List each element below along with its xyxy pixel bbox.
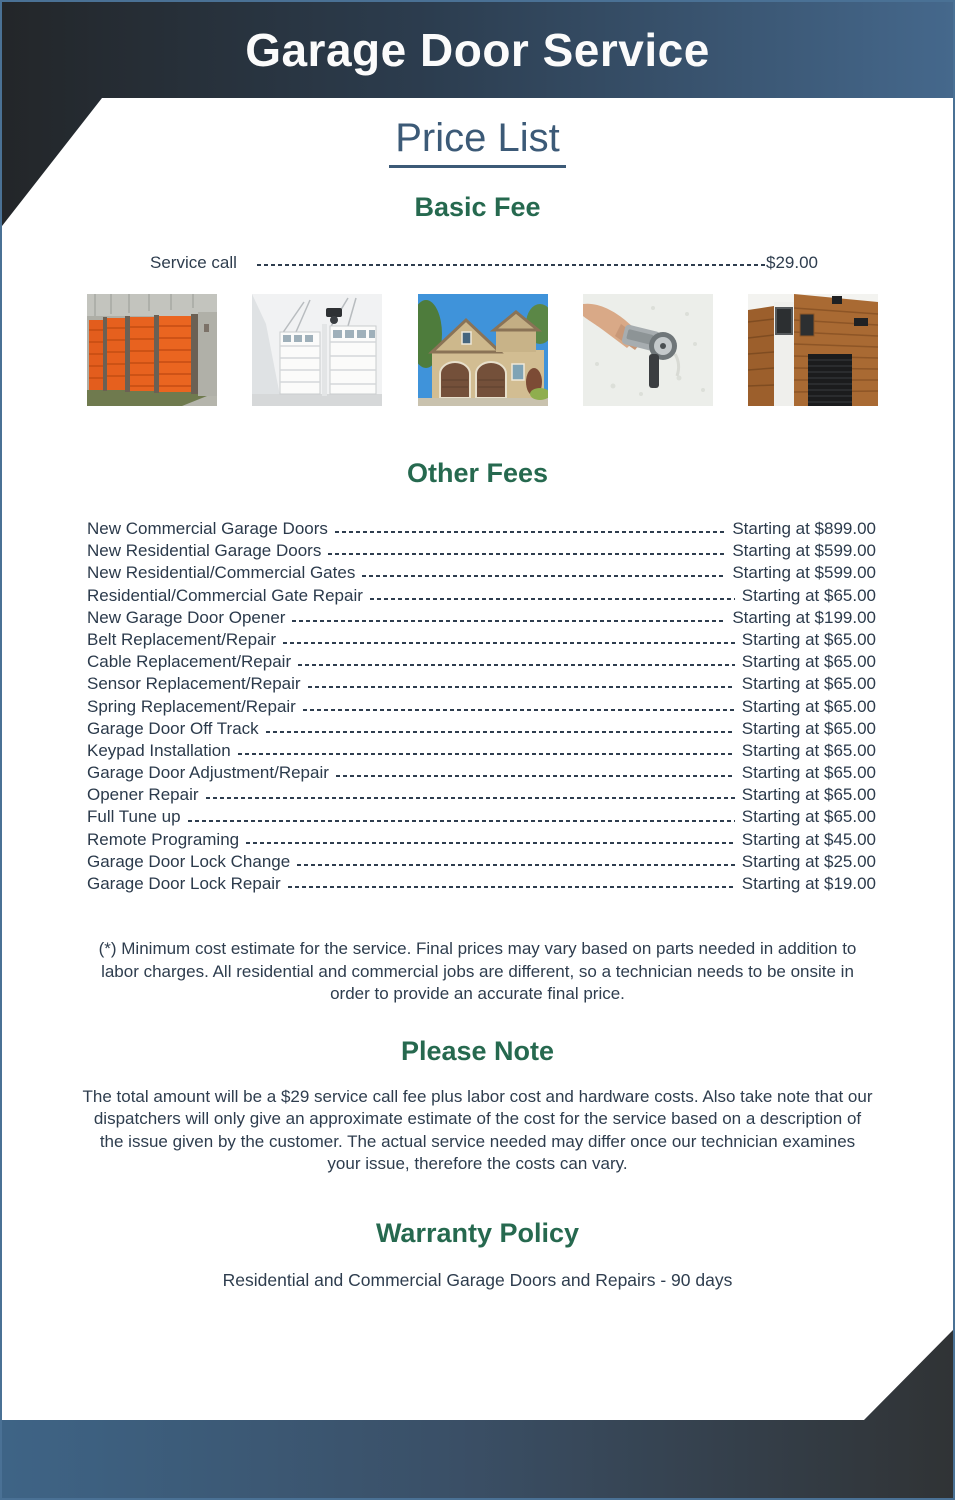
fee-row <box>87 874 876 896</box>
dash-leader <box>336 775 735 777</box>
warranty-text: Residential and Commercial Garage Doors and Repairs - 90 days <box>222 1269 733 1290</box>
fee-label: Cable Replacement/Repair <box>87 652 292 672</box>
fee-row <box>87 697 876 719</box>
dash-leader <box>328 553 725 555</box>
fee-label: New Residential/Commercial Gates <box>87 563 356 583</box>
fee-row <box>87 830 876 852</box>
fee-row <box>87 608 876 630</box>
fee-row <box>87 763 876 785</box>
dash-leader <box>238 753 735 755</box>
disclaimer-text: (*) Minimum cost estimate for the service. Final prices may vary based on parts needed in addition to labor charges. All residential and commercial jobs are different, so a technician needs to be onsite in order to provide an accurate final price. <box>98 939 857 1004</box>
footer-diagonal-band <box>2 1330 953 1498</box>
fee-label: Opener Repair <box>87 785 199 805</box>
fee-row <box>87 785 876 807</box>
fee-label: New Residential Garage Doors <box>87 541 322 561</box>
service-call-price: $29.00 <box>766 253 818 272</box>
fee-price: Starting at $65.00 <box>741 629 876 649</box>
dash-leader <box>335 531 725 533</box>
fee-row <box>87 852 876 874</box>
dash-leader <box>292 620 725 622</box>
fee-label: Keypad Installation <box>87 740 231 760</box>
dash-leader <box>206 797 735 799</box>
dash-leader <box>303 709 735 711</box>
orange-storage-unit-doors-photo <box>87 294 217 406</box>
fee-price: Starting at $65.00 <box>741 696 876 716</box>
fee-row <box>87 519 876 541</box>
dash-leader <box>266 731 735 733</box>
fee-row <box>87 586 876 608</box>
fee-price: Starting at $65.00 <box>741 763 876 783</box>
service-call-label: Service call <box>150 253 237 272</box>
fee-price: Starting at $25.00 <box>741 851 876 871</box>
dash-leader <box>362 575 725 577</box>
fee-price: Starting at $65.00 <box>741 807 876 827</box>
basic-fee-heading: Basic Fee <box>414 192 541 222</box>
fee-price: Starting at $65.00 <box>741 674 876 694</box>
other-fees-list <box>87 519 876 896</box>
fee-label: Garage Door Lock Repair <box>87 874 281 893</box>
please-note-heading: Please Note <box>400 1035 555 1066</box>
fee-row <box>87 741 876 763</box>
fee-price: Starting at $45.00 <box>741 829 876 849</box>
fee-price: Starting at $65.00 <box>741 585 876 605</box>
please-note-text: The total amount will be a $29 service call fee plus labor cost and hardware costs. Also take note that our dispatchers will only give an approximate estimate of the cost for the service based on a description of the issue given by the customer. The actual service needed may differ once our technician examines your issue, therefore the costs can vary. <box>82 1086 873 1174</box>
fee-row <box>87 541 876 563</box>
dash-leader <box>288 886 735 888</box>
photo-gallery <box>87 294 878 406</box>
fee-price: Starting at $65.00 <box>741 718 876 738</box>
fee-label: Spring Replacement/Repair <box>87 696 296 716</box>
dash-leader <box>308 686 735 688</box>
other-fees-heading: Other Fees <box>406 458 549 488</box>
dash-leader <box>298 664 735 666</box>
price-list-title-wrap <box>2 116 953 168</box>
fee-row <box>87 807 876 829</box>
dash-leader <box>283 642 735 644</box>
fee-label: New Commercial Garage Doors <box>87 519 328 538</box>
fee-row <box>87 652 876 674</box>
fee-label: Sensor Replacement/Repair <box>87 674 301 694</box>
main-content <box>2 2 953 1291</box>
fee-label: Garage Door Adjustment/Repair <box>87 763 329 783</box>
page-title: Garage Door Service <box>245 24 710 76</box>
fee-label: Garage Door Lock Change <box>87 851 291 871</box>
service-call-row <box>150 253 818 273</box>
fee-label: Residential/Commercial Gate Repair <box>87 585 363 605</box>
fee-row <box>87 563 876 585</box>
dash-leader <box>257 264 766 266</box>
technician-grinder-wall-photo <box>583 294 713 406</box>
fee-price: Starting at $599.00 <box>732 541 876 561</box>
fee-price: Starting at $65.00 <box>741 652 876 672</box>
dash-leader <box>370 598 735 600</box>
fee-row <box>87 674 876 696</box>
fee-price: Starting at $899.00 <box>732 519 876 538</box>
fee-price: Starting at $19.00 <box>741 874 876 893</box>
fee-row <box>87 719 876 741</box>
fee-label: Full Tune up <box>87 807 181 827</box>
warranty-heading: Warranty Policy <box>375 1217 580 1248</box>
fee-price: Starting at $599.00 <box>732 563 876 583</box>
fee-label: Belt Replacement/Repair <box>87 629 276 649</box>
fee-label: New Garage Door Opener <box>87 607 286 627</box>
modern-wood-building-rollup-door-photo <box>748 294 878 406</box>
fee-label: Garage Door Off Track <box>87 718 259 738</box>
price-list-title: Price List <box>389 116 566 168</box>
fee-price: Starting at $199.00 <box>732 607 876 627</box>
fee-price: Starting at $65.00 <box>741 740 876 760</box>
garage-interior-openers-photo <box>252 294 382 406</box>
dash-leader <box>188 820 735 822</box>
fee-price: Starting at $65.00 <box>741 785 876 805</box>
dash-leader <box>297 864 735 866</box>
fee-label: Remote Programing <box>87 829 240 849</box>
fee-row <box>87 630 876 652</box>
house-two-garage-doors-photo <box>418 294 548 406</box>
dash-leader <box>246 842 735 844</box>
